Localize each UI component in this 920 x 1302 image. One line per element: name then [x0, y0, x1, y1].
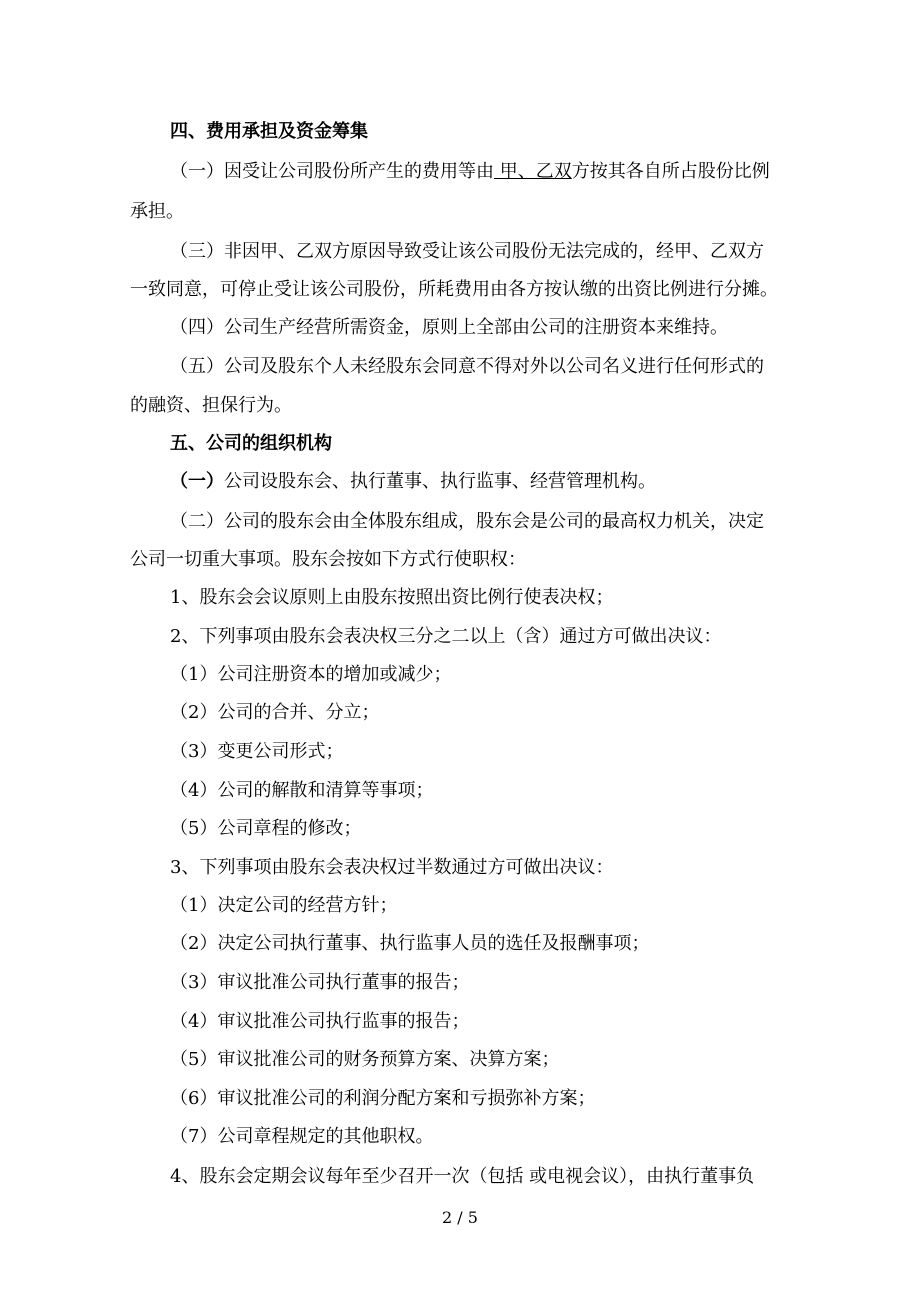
- list-item-2-sub-1: （1）公司注册资本的增加或减少；: [170, 664, 452, 685]
- list-item-3-sub-2: （2）决定公司执行董事、执行监事人员的选任及报酬事项；: [170, 933, 650, 954]
- list-item-3-sub-3: （3）审议批准公司执行董事的报告；: [170, 972, 470, 993]
- section-5-para-1: [170, 470, 656, 494]
- list-item-3-sub-1: （1）决定公司的经营方针；: [170, 895, 398, 916]
- list-item-4: 4、股东会定期会议每年至少召开一次（包括 或电视会议），由执行董事负: [170, 1166, 755, 1187]
- section-4-para-3-line-1: （三）非因甲、乙双方原因导致受让该公司股份无法完成的，经甲、乙双方: [170, 241, 764, 262]
- section-4-para-3-line-2: 一致同意，可停止受让该公司股份，所耗费用由各方按认缴的出资比例进行分摊。: [130, 279, 778, 300]
- section-5-para-1-number: （一）: [170, 471, 224, 492]
- list-item-3-sub-6: （6）审议批准公司的利润分配方案和亏损弥补方案；: [170, 1088, 596, 1109]
- section-4-para-5-line-2: 的融资、担保行为。: [130, 395, 292, 416]
- list-item-3-sub-5: （5）审议批准公司的财务预算方案、决算方案；: [170, 1049, 560, 1070]
- section-4-para-1-text-a: （一）因受让公司股份所产生的费用等由: [170, 161, 494, 182]
- section-5-para-2-line-2: 公司一切重大事项。股东会按如下方式行使职权：: [130, 549, 526, 570]
- underlined-parties: 甲、乙双: [494, 161, 572, 182]
- list-item-2-sub-5: （5）公司章程的修改；: [170, 818, 362, 839]
- section-5-para-1-text: 公司设股东会、执行董事、执行监事、经营管理机构。: [224, 471, 656, 492]
- section-5-para-2-line-1: （二）公司的股东会由全体股东组成，股东会是公司的最高权力机关，决定: [170, 511, 764, 532]
- section-4-heading: 四、费用承担及资金筹集: [170, 121, 368, 142]
- list-item-2: 2、下列事项由股东会表决权三分之二以上（含）通过方可做出决议：: [170, 626, 722, 647]
- list-item-3-sub-7: （7）公司章程规定的其他职权。: [170, 1126, 434, 1147]
- list-item-3: 3、下列事项由股东会表决权过半数通过方可做出决议：: [170, 857, 614, 878]
- list-item-1: 1、股东会会议原则上由股东按照出资比例行使表决权；: [170, 587, 614, 608]
- list-item-2-sub-2: （2）公司的合并、分立；: [170, 702, 380, 723]
- section-4-para-1-line-2: 承担。: [130, 201, 184, 222]
- section-4-para-4: （四）公司生产经营所需资金，原则上全部由公司的注册资本来维持。: [170, 317, 728, 338]
- list-item-2-sub-4: （4）公司的解散和清算等事项；: [170, 780, 434, 801]
- section-5-heading: 五、公司的组织机构: [170, 433, 332, 454]
- page-number: 2 / 5: [442, 1208, 478, 1227]
- list-item-3-sub-4: （4）审议批准公司执行监事的报告；: [170, 1011, 470, 1032]
- section-4-para-1-line-1: [170, 160, 770, 184]
- list-item-2-sub-3: （3）变更公司形式；: [170, 741, 344, 762]
- section-4-para-1-text-b: 方按其各自所占股份比例: [571, 161, 770, 182]
- section-4-para-5-line-1: （五）公司及股东个人未经股东会同意不得对外以公司名义进行任何形式的: [170, 356, 764, 377]
